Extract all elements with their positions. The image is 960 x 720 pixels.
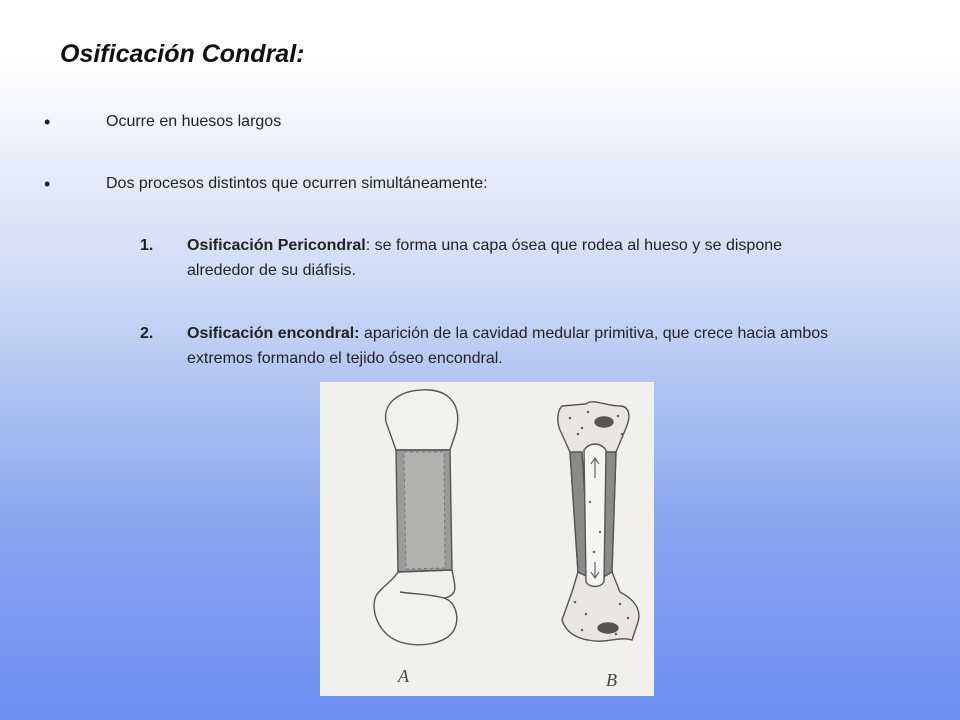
bone-b-drawing [558,402,639,690]
item-number: 1. [140,237,154,254]
bullet-marker: • [44,112,51,132]
bone-a-drawing [374,390,458,686]
slide-title: Osificación Condral: [60,40,305,68]
bone-ossification-figure [320,382,654,696]
item-separator: : [365,237,371,254]
item-term: Osificación encondral: [187,325,360,342]
figure-label-b: B [606,670,617,690]
item-description: aparición de la cavidad medular primitiva, que crece hacia ambos extremos formando el tejido óseo encondral. [187,325,829,367]
item-body [187,233,847,283]
figure-label-a: A [398,666,409,686]
bullet-text: Ocurre en huesos largos [106,113,282,130]
item-number: 2. [140,325,154,342]
bullet-marker: • [44,174,51,194]
item-description: se forma una capa ósea que rodea al hueso y se dispone alrededor de su diáfisis. [187,237,783,279]
item-term: Osificación Pericondral [187,237,366,254]
item-body [187,321,847,371]
bullet-text: Dos procesos distintos que ocurren simultáneamente: [106,175,488,192]
